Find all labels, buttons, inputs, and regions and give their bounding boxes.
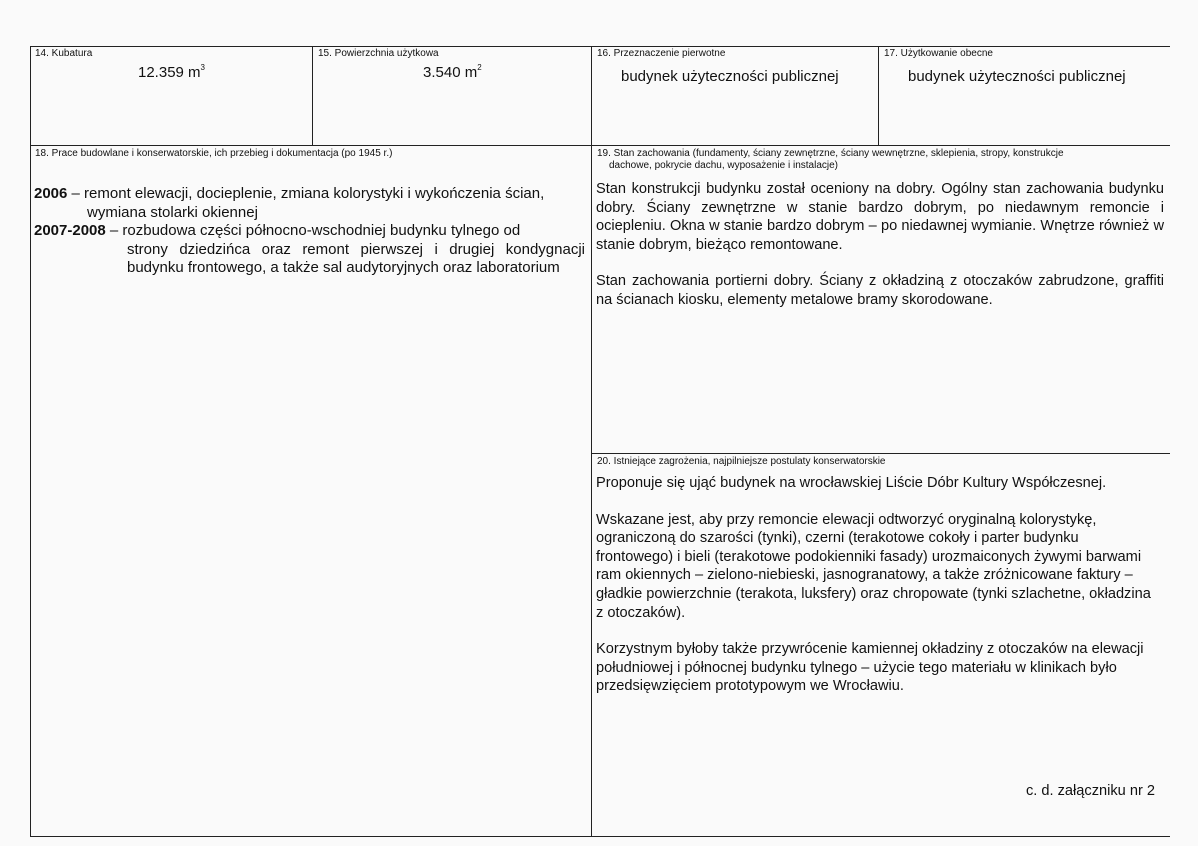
bottom-border	[30, 836, 1170, 837]
recommendation-paragraph-1: Proponuje się ująć budynek na wrocławskiej Liście Dóbr Kultury Współczesnej.	[596, 475, 1107, 491]
work-entry	[34, 222, 585, 241]
field-18-content	[34, 185, 585, 278]
volume-unit-sup: 3	[200, 63, 205, 72]
top-border	[30, 46, 1170, 47]
col-divider-16-17	[878, 46, 879, 145]
col-divider-14-15	[312, 46, 313, 145]
recommendation-paragraph-3: Korzystnym byłoby także przywrócenie kamiennej okładziny z otoczaków na elewacji południowej i północnej budynku tylnego – użycie tego materiału w klinikach było przedsięwzięciem prototypowym we Wrocławiu.	[596, 641, 1144, 695]
area-value: 3.540 m	[423, 64, 478, 81]
field-18-label: 18. Prace budowlane i konserwatorskie, ich przebieg i dokumentacja (po 1945 r.)	[35, 148, 393, 159]
condition-paragraph-2: Stan zachowania portierni dobry. Ściany z okładziną z otoczaków zabrudzone, graffiti na ścianach kiosku, elementy metalowe bramy skorodowane.	[596, 273, 1164, 308]
condition-paragraph-1: Stan konstrukcji budynku został oceniony na dobry. Ogólny stan zachowania budynku dobry. Ściany zewnętrzne w stanie bardzo dobrym, po niedawnym remoncie i ociepleniu. Okna w stanie bardzo dobrym – po niedawnej wymianie. Wnętrze również w stanie dobrym, bieżąco remontowane.	[596, 181, 1164, 253]
work-text: – remont elewacji, docieplenie, zmiana kolorystyki i wykończenia ścian,	[67, 185, 545, 202]
work-entry-cont: strony dziedzińca oraz remont pierwszej i drugiej kondygnacji budynku frontowego, a także sal audytoryjnych oraz laboratorium	[127, 240, 585, 276]
work-entry	[34, 185, 585, 204]
field-19-label	[597, 148, 1064, 172]
col-divider-main	[591, 46, 592, 836]
field-16-value: budynek użyteczności publicznej	[621, 68, 839, 85]
work-year: 2007-2008	[34, 222, 106, 239]
field-15-value	[423, 64, 482, 82]
row-divider-19-20	[591, 453, 1170, 454]
work-text: – rozbudowa części północno-wschodniej budynku tylnego od	[105, 222, 521, 239]
field-20-content	[596, 474, 1164, 696]
field-17-value: budynek użyteczności publicznej	[908, 68, 1126, 85]
field-19-content	[596, 180, 1164, 310]
field-15-label: 15. Powierzchnia użytkowa	[318, 48, 439, 59]
row-divider-1	[30, 145, 1170, 146]
field-14-label: 14. Kubatura	[35, 48, 93, 59]
recommendation-paragraph-2: Wskazane jest, aby przy remoncie elewacji odtworzyć oryginalną kolorystykę, ograniczoną do szarości (tynki), czerni (terakotowe cokoły i parter budynku frontowego) i bieli (terakotowe podokienniki fasady) urozmaiconych żywymi barwami ram okiennych – zielono-niebieski, jasnogranatowy, a także zróżnicowane faktury – gładkie powierzchnie (terakota, luksfery) oraz chropowate (tynki szlachetne, okładzina z otoczaków).	[596, 511, 1151, 621]
footer-note: c. d. załączniku nr 2	[1026, 783, 1155, 799]
field-16-label: 16. Przeznaczenie pierwotne	[597, 48, 726, 59]
work-year: 2006	[34, 185, 68, 202]
field-14-value	[138, 64, 205, 82]
left-border	[30, 46, 31, 836]
area-unit-sup: 2	[477, 63, 482, 72]
field-20-label: 20. Istniejące zagrożenia, najpilniejsze postulaty konserwatorskie	[597, 456, 886, 467]
field-19-label-line2: dachowe, pokrycie dachu, wyposażenie i instalacje)	[609, 160, 839, 171]
volume-value: 12.359 m	[138, 64, 201, 81]
field-19-label-line1: 19. Stan zachowania (fundamenty, ściany zewnętrzne, ściany wewnętrzne, sklepienia, stropy, konstrukcje	[597, 148, 1064, 159]
field-17-label: 17. Użytkowanie obecne	[884, 48, 993, 59]
work-entry-cont: wymiana stolarki okiennej	[87, 203, 258, 221]
